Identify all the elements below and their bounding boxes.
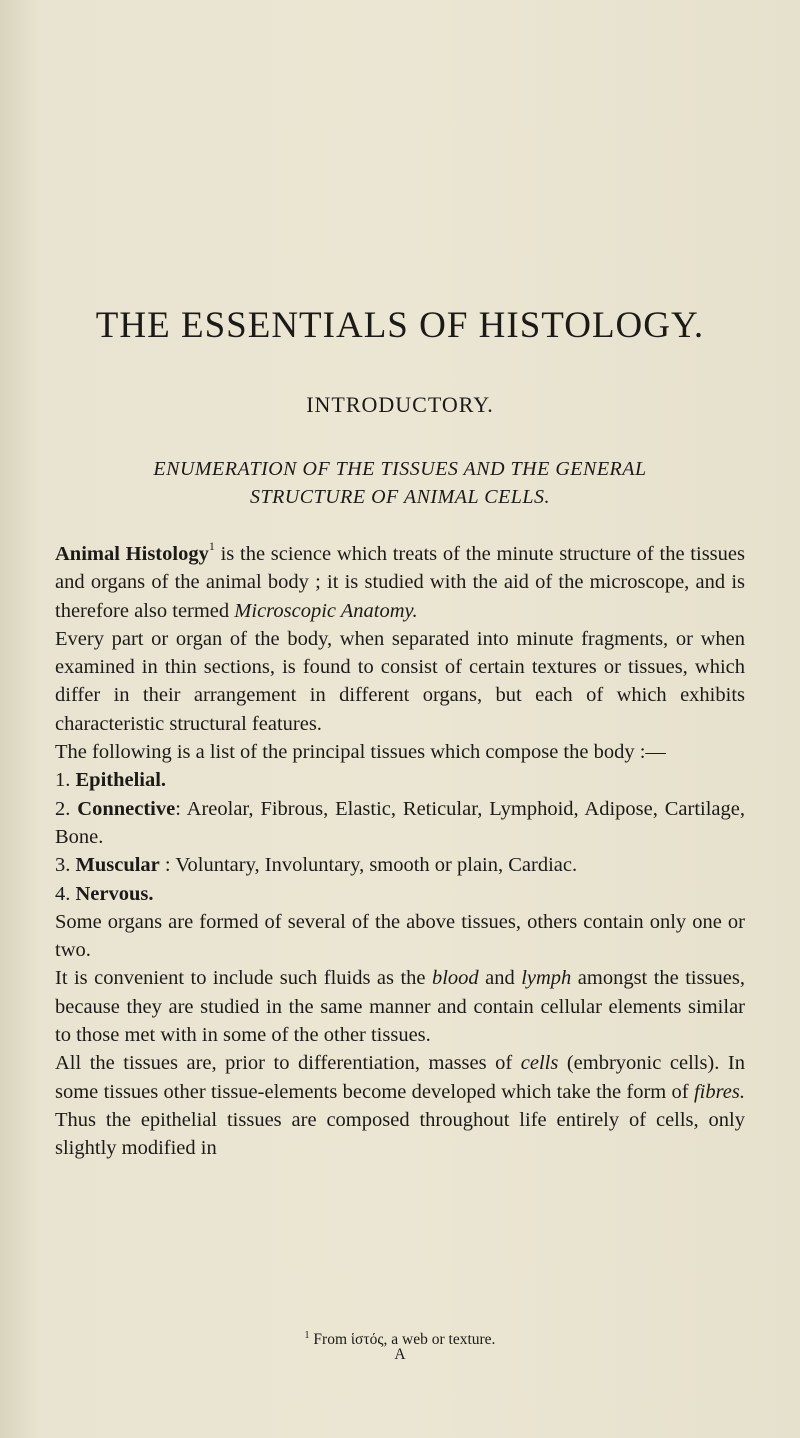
list-number: 3. xyxy=(55,854,71,877)
paragraph-6-text: (embryonic cells). In some tissues other tissue-elements become developed which take the form of xyxy=(55,1052,745,1103)
lead-term: Animal Histology xyxy=(55,543,209,565)
list-rest: : Areolar, Fibrous, Elastic, Reticular, Lymphoid, Adipose, Cartilage, Bone. xyxy=(55,797,745,848)
tissue-list xyxy=(55,766,745,907)
footnote-text: From ἱστός, a web or texture. xyxy=(309,1331,496,1349)
list-head: Connective xyxy=(77,797,176,820)
paragraph-1 xyxy=(55,540,745,625)
signature-mark: A xyxy=(394,1346,406,1363)
term-fibres: fibres. xyxy=(693,1080,745,1103)
list-head: Epithelial. xyxy=(75,769,167,792)
paragraph-6 xyxy=(55,1049,745,1162)
list-number: 1. xyxy=(55,769,71,792)
paragraph-1-text: is the science which treats of the minute structure of the tissues and organs of the animal body ; it is studied with the aid of the microscope, and is therefore also termed xyxy=(55,543,745,622)
list-item xyxy=(55,795,745,852)
list-item xyxy=(55,851,745,879)
book-title: THE ESSENTIALS OF HISTOLOGY. xyxy=(95,305,705,346)
body-text xyxy=(55,540,745,1163)
paragraph-5 xyxy=(55,964,745,1049)
term-blood: blood xyxy=(431,967,479,990)
footnote-mark: 1 xyxy=(208,539,215,553)
paragraph-2: Every part or organ of the body, when separated into minute fragments, or when examined in thin sections, is found to consist of certain textures or tissues, which differ in their arrangement in different organs, but each of which exhibits characteristic structural features. xyxy=(55,627,745,735)
paragraph-6-text: All the tissues are, prior to differentiation, masses of xyxy=(55,1052,521,1075)
paragraph-6-text: Thus the epithelial tissues are composed throughout life entirely of cells, only slightly modified in xyxy=(55,1108,745,1160)
list-item xyxy=(55,880,745,908)
term-lymph: lymph xyxy=(521,967,572,990)
term-cells: cells xyxy=(520,1052,559,1075)
section-heading: INTRODUCTORY. xyxy=(306,392,494,417)
footnote-number: 1 xyxy=(304,1330,310,1341)
term-microscopic-anatomy: Microscopic Anatomy. xyxy=(234,599,418,622)
list-item xyxy=(55,766,745,794)
list-number: 2. xyxy=(55,797,71,820)
paragraph-4: Some organs are formed of several of the above tissues, others contain only one or two. xyxy=(55,910,745,962)
paragraph-5-text: amongst the tissues, because they are studied in the same manner and contain cellular elements similar to those met with in some of the other tissues. xyxy=(55,967,746,1047)
paragraph-5-text: and xyxy=(478,967,522,990)
list-number: 4. xyxy=(55,882,71,905)
paragraph-3: The following is a list of the principal tissues which compose the body :— xyxy=(55,741,666,764)
chapter-subtitle: ENUMERATION OF THE TISSUES AND THE GENERAL STRUCTURE OF ANIMAL CELLS. xyxy=(153,458,647,508)
list-head: Nervous. xyxy=(75,882,154,905)
list-head: Muscular xyxy=(75,854,160,877)
paragraph-5-text: It is convenient to include such fluids as the xyxy=(55,967,432,990)
list-rest: : Voluntary, Involuntary, smooth or plain, Cardiac. xyxy=(159,854,578,877)
